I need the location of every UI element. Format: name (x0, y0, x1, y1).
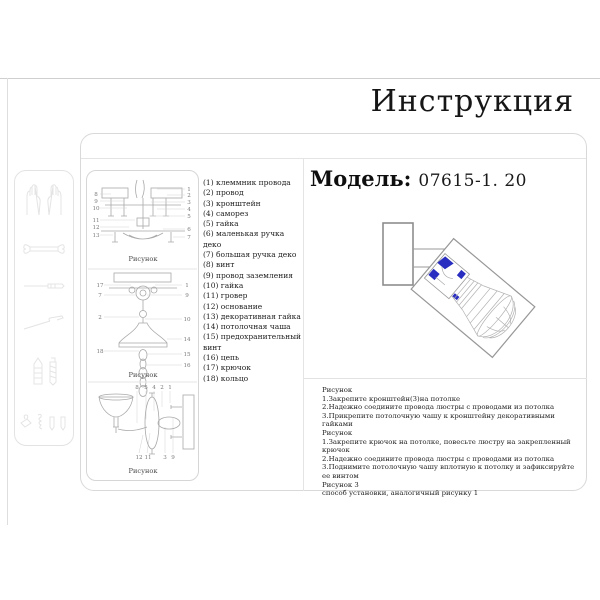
callout-label: 5 (144, 385, 148, 391)
part-item: (14) потолочная чаша (203, 322, 291, 332)
callout-label: 16 (183, 363, 191, 369)
callout-label: 2 (160, 385, 164, 391)
part-item: (1) клеммник провода (203, 178, 291, 187)
figure-1-caption: Рисунок (128, 255, 158, 263)
part-item: (10) гайка (203, 280, 244, 290)
wrench-icon (22, 242, 66, 256)
callout-label: 7 (98, 293, 102, 299)
lamp-assembly (411, 239, 535, 358)
top-divider (0, 78, 600, 79)
instruction-line: Рисунок (322, 386, 353, 394)
part-item: (6) маленькая ручка деко (203, 229, 285, 249)
callout-label: 9 (171, 455, 175, 461)
callout-label: 3 (187, 200, 191, 206)
callout-label: 8 (135, 385, 139, 391)
instruction-line: 1.Закрепите кронштейн(3)на потолке (322, 394, 461, 403)
figure-2-drawing (96, 273, 191, 397)
instruction-line: 2.Надежно соедините провода люстры с проводами из потолка (322, 403, 555, 412)
callout-label: 18 (96, 349, 104, 355)
awl-icon (22, 315, 66, 331)
instruction-line: 3.Поднимите потолочную чашу вплотную к потолку и зафиксируйте ее винтом (322, 463, 575, 480)
callout-label: 12 (135, 455, 143, 461)
part-item: (15) предохранительный винт (203, 332, 302, 352)
part-item: (9) провод заземления (203, 270, 293, 280)
callout-label: 7 (187, 235, 191, 241)
diagrams-panel (86, 170, 199, 481)
instructions-block (322, 386, 577, 498)
instruction-line: 1.Закрепите крючок на потолке, повесьте люстру на закрепленный крючок (322, 437, 571, 455)
tools-sidebar (14, 170, 74, 446)
part-item: (7) большая ручка деко (203, 250, 297, 260)
screwdriver-icon (22, 281, 66, 291)
panel-divider (303, 158, 304, 491)
part-item: (3) кронштейн (203, 198, 261, 208)
figure-2-caption: Рисунок (128, 371, 158, 379)
figure-1-drawing (92, 180, 191, 263)
part-item: (13) декоративная гайка (203, 311, 301, 321)
assembly-diagrams (87, 171, 198, 480)
figure-3-caption: Рисунок (128, 467, 158, 475)
model-label: Модель: (310, 166, 412, 191)
callout-label: 8 (94, 192, 98, 198)
callout-label: 4 (187, 207, 191, 213)
callout-label: 6 (187, 227, 191, 233)
part-item: (8) винт (203, 260, 235, 270)
callout-label: 10 (92, 206, 100, 212)
part-item: (11) гровер (203, 291, 248, 301)
part-item: (2) провод (203, 188, 244, 198)
model-number: 07615-1. 20 (418, 171, 528, 191)
callout-label: 1 (187, 187, 191, 193)
callout-label: 12 (92, 225, 100, 231)
callout-label: 11 (92, 218, 100, 224)
wall-plate (383, 223, 413, 285)
panel-header-line (81, 158, 586, 159)
model-row (310, 166, 527, 191)
part-item: (5) гайка (203, 219, 239, 229)
instructions-separator (304, 378, 587, 379)
page-title: Инструкция (370, 84, 574, 119)
product-drawing (358, 203, 568, 373)
callout-label: 9 (94, 199, 98, 205)
part-item: (18) кольцо (203, 373, 249, 383)
callout-label: 17 (96, 283, 104, 289)
instruction-line: 2.Надежно соедините провода люстры с проводами из потолка (322, 454, 555, 463)
callout-label: 3 (163, 455, 167, 461)
callout-label: 1 (168, 385, 172, 391)
part-item: (4) саморез (203, 208, 249, 218)
page-edge-line (7, 78, 8, 525)
callout-label: 14 (183, 337, 191, 343)
callout-label: 15 (183, 352, 191, 358)
instruction-line: Рисунок 3 (322, 480, 359, 489)
callout-label: 4 (152, 385, 156, 391)
callout-label: 2 (98, 315, 102, 321)
callout-label: 10 (183, 317, 191, 323)
callout-label: 2 (187, 193, 191, 199)
figure-3-drawing (99, 385, 194, 475)
parts-list (203, 178, 303, 384)
part-item: (16) цепь (203, 353, 240, 363)
callout-label: 1 (185, 283, 189, 289)
part-item: (17) крючок (203, 363, 251, 373)
callout-label: 5 (187, 214, 191, 220)
callout-label: 11 (144, 455, 152, 461)
dowel-screw-icon (27, 356, 61, 386)
lamp-outline-box (411, 239, 535, 358)
gloves-icon (22, 183, 66, 217)
callout-label: 9 (185, 293, 189, 299)
callout-label: 13 (92, 233, 100, 239)
instruction-line: способ установки, аналогичный рисунку 1 (322, 489, 479, 498)
instruction-line: 3.Прикрепите потолочную чашу к кронштейну декоративными гайками (322, 411, 555, 429)
part-item: (12) основание (203, 301, 263, 311)
instruction-line: Рисунок (322, 428, 353, 437)
fasteners-icon (18, 411, 70, 433)
